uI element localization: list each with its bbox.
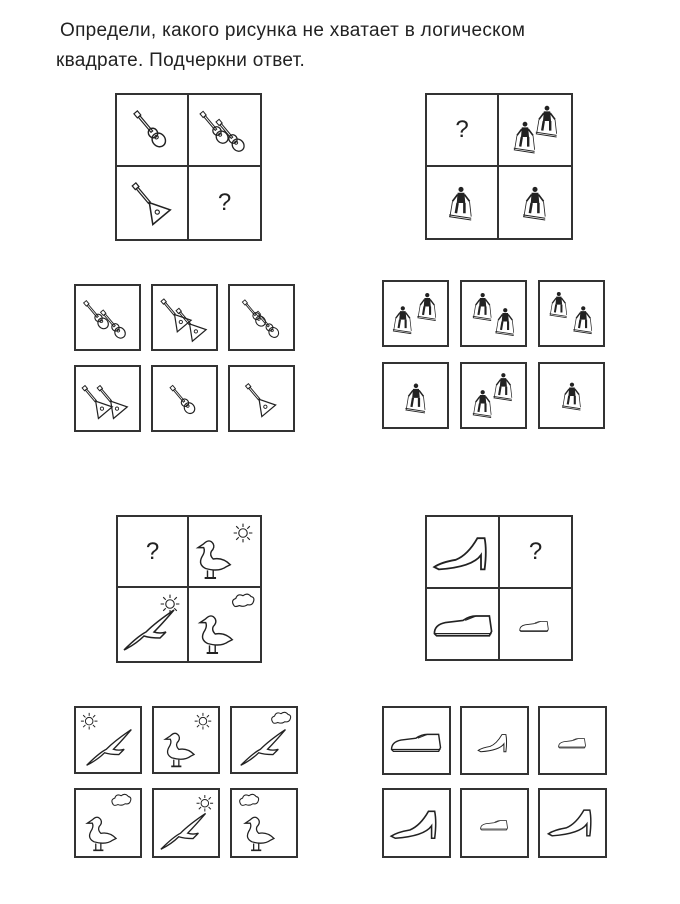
option-balalaika-small[interactable]	[228, 365, 295, 432]
option-duck-sun[interactable]	[152, 706, 220, 774]
option-heel-big-b[interactable]	[538, 788, 607, 858]
option-guitar-small[interactable]	[151, 365, 218, 432]
puzzle-grid-instruments	[115, 93, 262, 241]
instruction-line-2: квадрате. Подчеркни ответ.	[56, 50, 306, 71]
option-heel-big[interactable]	[382, 788, 451, 858]
grid-cell-shoe-small	[500, 589, 571, 659]
option-shoe-small[interactable]	[538, 706, 607, 775]
grid-cell-guitar	[117, 95, 187, 165]
puzzle-grid-skiers	[425, 93, 573, 240]
grid-cell-missing	[500, 517, 571, 587]
grid-cell-shoe-big	[427, 589, 498, 659]
grid-cell-heel-big	[427, 517, 498, 587]
option-skier-small[interactable]	[538, 362, 605, 429]
task-instruction	[56, 16, 660, 76]
puzzle-grid-shoes	[425, 515, 573, 661]
option-two-skiers-d[interactable]	[460, 362, 527, 429]
question-mark: ?	[455, 116, 469, 143]
option-duck-cloud-b[interactable]	[230, 788, 298, 858]
question-mark: ?	[145, 537, 160, 565]
grid-cell-duck-sun	[189, 517, 260, 586]
option-shoe-big[interactable]	[382, 706, 451, 775]
option-two-skiers-c[interactable]	[538, 280, 605, 347]
option-two-skiers[interactable]	[382, 280, 449, 347]
grid-cell-balalaika	[117, 167, 187, 239]
option-guitar-pair[interactable]	[74, 284, 141, 351]
option-guitar-pair-small[interactable]	[228, 284, 295, 351]
option-skier[interactable]	[382, 362, 449, 429]
grid-cell-missing	[427, 95, 497, 165]
option-two-skiers-b[interactable]	[460, 280, 527, 347]
grid-cell-skier	[499, 167, 571, 238]
option-balalaika-pair-b[interactable]	[74, 365, 141, 432]
puzzle-grid-birds	[116, 515, 262, 663]
grid-cell-two-skiers	[499, 95, 571, 165]
grid-cell-duck-cloud	[189, 588, 260, 661]
grid-cell-missing	[118, 517, 187, 586]
grid-cell-missing	[189, 167, 260, 239]
grid-cell-skier	[427, 167, 497, 238]
question-mark: ?	[528, 538, 543, 565]
question-mark: ?	[217, 189, 232, 216]
option-heel-small[interactable]	[460, 706, 529, 775]
option-gull-sun[interactable]	[74, 706, 142, 774]
grid-cell-two-guitars	[189, 95, 260, 165]
option-duck-cloud[interactable]	[74, 788, 142, 858]
instruction-line-1: Определи, какого рисунка не хватает в логическом	[60, 20, 526, 41]
grid-cell-gull-sun	[118, 588, 187, 661]
option-gull-sun-b[interactable]	[152, 788, 220, 858]
option-gull-cloud[interactable]	[230, 706, 298, 774]
option-shoe-small-b[interactable]	[460, 788, 529, 858]
option-balalaika-pair[interactable]	[151, 284, 218, 351]
